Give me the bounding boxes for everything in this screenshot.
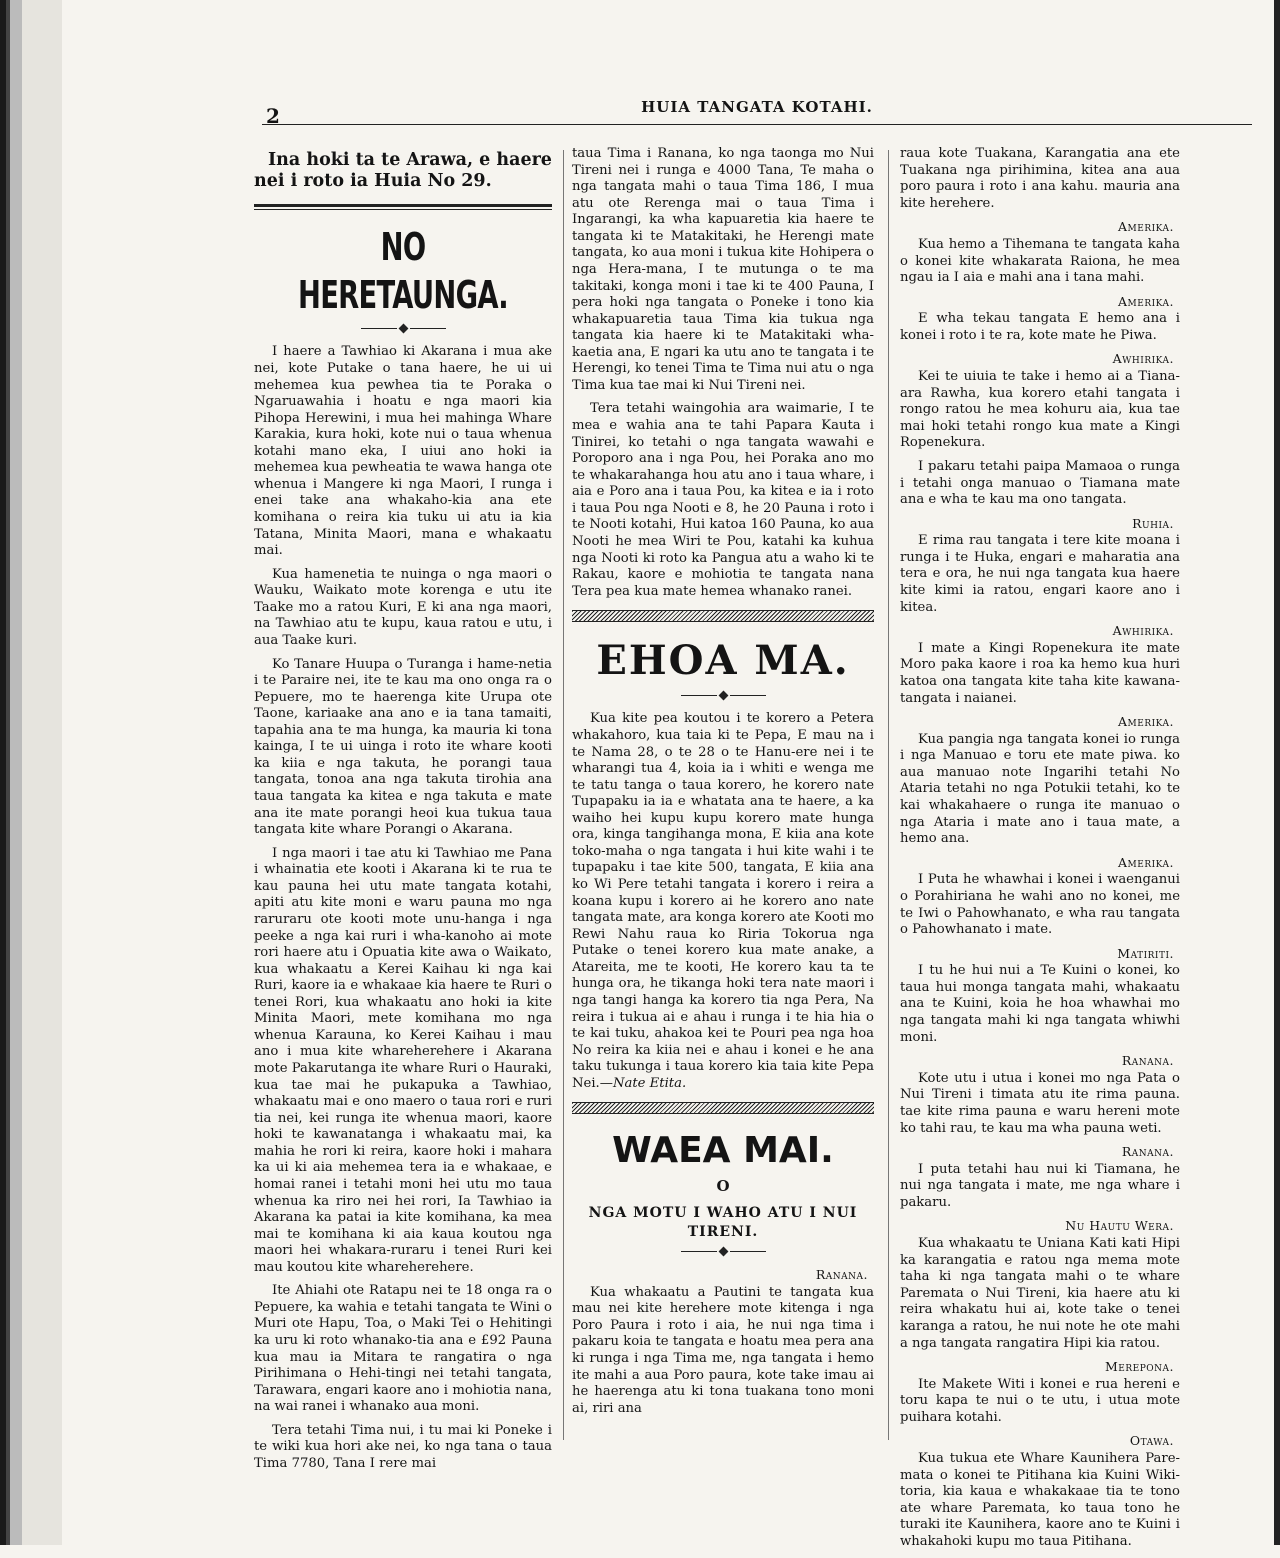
- dateline-place: Awhirika.: [1112, 623, 1174, 639]
- dateline-place: Awhirika.: [1112, 351, 1174, 367]
- dateline-place: Amerika.: [1118, 714, 1174, 730]
- heading-no-heretaunga: NO HERETAUNGA.: [298, 225, 508, 317]
- article-paragraph: Ite Ahiahi ote Ratapu nei te 18 onga ra o Pepuere, ka wahia e tetahi tangata te Wini o Muri ote Hapu, Toa, o Maki Tei o Hehitingi ka uru ki roto whanako-tia ana e £92 Pauna kua mau ia Mitara te rangatira o nga Pirihimana o Hehi-tingi nei tetahi tangata, Tarawara, engari kaore ano i mohiotia nana, na wai ranei i whanako aua moni.: [254, 1283, 552, 1415]
- article-paragraph: Ko Tanare Huupa o Turanga i hame-netia i te Paraire nei, ite te kau ma ono onga ra o Pepuere, mo te haerenga kite Urupa ote Taone, kariaake ana ano e ia tana tamaiti, tapahia ana te ma hunga, ka mauria ki tona kainga, I te ui uinga i roto ite whare kooti ka kiia e nga takuta, he porangi taua tangata, tonoa ana nga takuta tirohia ana taua tangata ka kitea e nga takuta e mate ana ite mate porangi heoi kua tukua taua tangata kite whare Porangi o Akarana.: [254, 656, 552, 838]
- ornament-rule: [572, 692, 874, 699]
- news-item: Kei te uiuia te take i hemo ai a Tiana-ara Rawha, kua korero etahi tangata i rongo ratou he mea kohuru aia, kua tae mai hoki tetahi rongo kua mate a Kingi Ropenekura.: [900, 369, 1180, 451]
- hatched-rule: [572, 1102, 874, 1114]
- circle-ornament: O: [716, 1177, 730, 1196]
- dateline-place: Nu Hautu Wera.: [1065, 1218, 1174, 1234]
- page-number: 2: [266, 104, 280, 128]
- ehoa-paragraph: Kua kite pea koutou i te korero a Petera whakahoro, kua taia ki te Pepa, E mau na i te Nama 28, o te 28 o te Hanu-ere nei i te wharangi tua 4, koia ia i whiti e wenga me te tatu tanga o taua korero, he korero nate Tupapaku ia ia e whatata ana te haere, a ka waiho hei kupu kupu korero mate hunga ora, kinga tangihanga mona, E kiia ana kote toko-maha o nga tangata i hui kite wahi i te tupapaku i tae kite 500, tangata, E kiia ana ko Wi Pere tetahi tangata i korero i reira a koana kupu i korero ai he korero ano nate tangata mate, ara konga korero ate Kooti mo Rewi Nahu raua ko Riria Tokorua nga Putake o tenei korero kua mate anake, a Atareita, me te kooti, He korero kau ta te hunga ora, he tikanga hoki tera nate maori i nga tangi hanga ka korero tia nga Pera, Na reira i tukua ai e ahau i runga i te hia hia o te kai tuku, ahakoa kei te Pouri pea nga hoa No reira ka kiia nei e ahau i konei e he ana taku tukunga i taua korero kia taia kite Pepa Nei.—Nate Etita.: [572, 711, 874, 1091]
- dateline-place: Ruhia.: [1132, 515, 1174, 531]
- article-paragraph: I nga maori i tae atu ki Tawhiao me Pana i whainatia ete kooti i Akarana ki te rua te kau pauna hei utu mate tangata kotahi, apiti atu kite moni e waru pauna mo nga raruraru ote kooti mote unu-hanga i nga peeke a nga kai ruri i wha-kanoho ai mote rori haere atu i Opuatia kite awa o Waikato, kua whakaatu a Kerei Kaihau ki nga kai Ruri, kaore ia e whakaae kia haere te Ruri o tenei Rori, kua whakaatu ano hoki ia kite Minita Maori, mete komihana mo nga whenua Karauna, ko Kerei Kaihau i mau ano i mua kite whareherehere i Akarana mote Pakarutanga ite whare Ruri o Hauraki, kua tae mai he pukapuka a Tawhiao, whakaatu mai e ono maero o taua rori e ruri tia nei, kei runga ite whenua maori, kaore hoki te kawanatanga i whakaatu mai, ka mahia he rori ki reira, kaore hoki i mahara ka ui ki aia mehemea tera ia e whakaae, e homai ranei i tetahi moni hei utu mo taua whenua ka riro nei hei rori, Ia Tawhiao ia Akarana ka patai ia kite komihana, ka mea mai te komihana ki aia kaua koutou nga maori hei whakara-ruraru i tenei Ruri kei mau koutou kite whareherehere.: [254, 845, 552, 1275]
- ornament-rule: [254, 325, 552, 332]
- column-1: [254, 146, 552, 1480]
- article-paragraph: Kua hamenetia te nuinga o nga maori o Wauku, Waikato mote korenga e utu ite Taake mo a ratou Kuri, E ki ana nga maori, na Tawhiao atu te kupu, kaua ratou e utu, i aua Taake kuri.: [254, 566, 552, 648]
- double-rule: [254, 204, 552, 210]
- dateline-place: Amerika.: [1118, 219, 1174, 235]
- column-2: [572, 146, 874, 1424]
- ehoa-text: Kua kite pea koutou i te korero a Petera whakahoro, kua taia ki te Pepa, E mau na i te Nama 28, o te 28 o te Hanu-ere nei i te wharangi tua 4, koia ia i whiti e wenga me te tatu tanga o taua korero, he korero nate Tupapaku ia ia e whatata ana te haere, a ka waiho hei kupu kupu korero mate hunga ora, kinga tangihanga mona, E kiia ana kote toko-maha o nga tangata i hui kite wahi i te tupapaku i tae kite 500, tangata, E kiia ana ko Wi Pere tetahi tangata i korero i reira a koana kupu i korero ai he korero ano nate tangata mate, ara konga korero ate Kooti mo Rewi Nahu raua ko Riria Tokorua nga Putake o tenei korero kua mate anake, a Atareita, me te kooti, He korero kau ta te hunga ora, he tikanga hoki tera nate maori i nga tangi hanga ka korero tia nga Pera, Na reira i tukua ai e ahau i runga i te hia hia o te kai tuku, ahakoa kei te Pouri pea nga hoa No reira ka kiia nei e ahau i konei e he ana taku tukunga i taua korero kia taia kite Pepa Nei.: [572, 711, 874, 1091]
- dateline-place: Ranana.: [815, 1267, 868, 1283]
- dateline-place: Ranana.: [1121, 1144, 1174, 1160]
- column-rule: [888, 150, 889, 1440]
- article-paragraph: raua kote Tuakana, Karangatia ana ete Tuakana nga pirihimina, kitea ana aua poro paura i roto i ana kahu. mauria ana kite herehere.: [900, 146, 1180, 211]
- heading-waea-mai: WAEA MAI.: [612, 1130, 834, 1172]
- lead-notice: Ina hoki ta te Arawa, e haere nei i roto ia Huia No 29.: [254, 150, 552, 191]
- news-item: I pakaru tetahi paipa Mamaoa o runga i tetahi onga manuao o Tiamana mate ana e wha te kau ma ono tangata.: [900, 458, 1180, 508]
- column-rule: [563, 150, 564, 1440]
- dateline-place: Merepona.: [1105, 1359, 1174, 1375]
- article-paragraph: I haere a Tawhiao ki Akarana i mua ake nei, kote Putake o tana haere, he ui ui mehemea kua pewhea tia te Poraka o Ngaruawahia i hoatu e nga maori kia Pihopa Herewini, i mua hei mahinga Whare Karakia, kura hoki, kote nui o taua whenua kotahi mano eka, I uiui ano hoki ia mehemea kua pewheatia te wawa hanga ote whenua i Mangere ki nga Maori, I runga i enei take ana whakaho-kia ana ete komihana o reira kia tuku ui atu ia kia Tatana, Minita Maori, mana e whakaatu mai.: [254, 344, 552, 559]
- news-item: Kua pangia nga tangata konei io runga i nga Manuao e toru ete mate piwa. ko aua manuao note Ingarihi tetahi No Ataria tetahi no nga Potukii tetahi, ko te kai whakahaere o runga ite manuao o nga Ataria i mate ano i taua mate, a hemo ana.: [900, 731, 1180, 847]
- dateline-place: Amerika.: [1118, 293, 1174, 309]
- subheading-overseas: NGA MOTU I WAHO ATU I NUI TIRENI.: [588, 1205, 858, 1241]
- dateline-place: Matiriti.: [1117, 945, 1174, 961]
- dateline-place: Otawa.: [1129, 1433, 1174, 1449]
- article-paragraph: Kua whakaatu a Pautini te tangata kua mau nei kite herehere mote kitenga i nga Poro Paura i roto i aia, he nui nga tima i pakaru koia te tangata e hoatu mea pera ana ki runga i nga Tima me, nga tangata i hemo ite mahi a aua Poro paura, kote take imau ai he haerenga atu ki tona tuakana tono moni ai, riri ana: [572, 1284, 874, 1416]
- dateline-place: Ranana.: [1121, 1053, 1174, 1069]
- page-header: [262, 98, 1252, 128]
- header-rule: [262, 124, 1252, 125]
- heading-ehoa-ma: EHOA MA.: [596, 637, 850, 685]
- news-item: Ite Makete Witi i konei e rua hereni e toru kapa te nui o te utu, i utua mote puihara kotahi.: [900, 1376, 1180, 1425]
- scan-right-edge: [1274, 0, 1280, 1545]
- article-paragraph: taua Tima i Ranana, ko nga taonga mo Nui Tireni nei i runga e 4000 Tana, Te maha o nga tangata mahi o taua Tima 186, I mua atu ote Rerenga mai o taua Tima i Ingarangi, ka wha kapuaretia kia haere te tangata ki te Matakitaki, he Herengi mate tangata, ko aua moni i tukua kite Hohipera o nga Hera-mana, I te mutunga o te ma takitaki, konga moni i tae ki te 400 Pauna, I pera hoki nga tangata o Poneke i tono kia whakapuaretia taua Tima kia tukua nga tangata kia haere ki te Matakitaki wha-kaetia ana, E ngari ka utu ano te tangata i te Herengi, ko tenei Tima te Tima nui atu o nga Tima kua tae mai ki Nui Tireni nei.: [572, 146, 874, 393]
- news-item: I puta tetahi hau nui ki Tiamana, he nui nga tangata i mate, me nga whare i pakaru.: [900, 1161, 1180, 1210]
- news-item: E wha tekau tangata E hemo ana i konei i roto i te ra, kote mate he Piwa.: [900, 311, 1180, 343]
- ornament-rule: [572, 1248, 874, 1255]
- news-item: Kua whakaatu te Uniana Kati kati Hipi ka karangatia e ratou nga mema mote taha ki nga tangata mahi o te whare Paremata o Nui Tireni, kia haere atu ki reira whakatu hui ai, kote take o tenei karanga a ratou, he nui note he ote mahi a nga tangata rangatira Hipi kia ratou.: [900, 1236, 1180, 1351]
- article-paragraph: Tera tetahi Tima nui, i tu mai ki Poneke i te wiki kua hori ake nei, ko nga tana o taua Tima 7780, Tana I rere mai: [254, 1422, 552, 1471]
- news-item: E rima rau tangata i tere kite moana i runga i te Huka, engari e maharatia ana tera e ora, he nui nga tangata kua haere kite kimi ia ratou, engari kaore ano i kitea.: [900, 533, 1180, 615]
- scan-binding-edge: [0, 0, 62, 1545]
- dateline-place: Amerika.: [1118, 854, 1174, 870]
- editor-signature: Nate Etita.: [612, 1075, 687, 1091]
- running-title: HUIA TANGATA KOTAHI.: [641, 98, 873, 116]
- news-item: Kote utu i utua i konei mo nga Pata o Nui Tireni i timata atu ite rima pauna. tae kite rima pauna e waru hereni mote ko tahi rau, te kau ma wha pauna weti.: [900, 1070, 1180, 1136]
- news-item: I mate a Kingi Ropenekura ite mate Moro paka kaore i roa ka hemo kua huri katoa ona tangata kite taha kite kawana-tangata i naianei.: [900, 640, 1180, 706]
- news-item: Kua tukua ete Whare Kaunihera Pare-mata o konei te Pitihana kia Kuini Wiki-toria, kia kaua e whakakaae tia te tono ate whare Paremata, ko taua tono he turaki ite Kaunihera, kaore ano te Kuini i whakahoki kupu mo taua Pitihana.: [900, 1451, 1180, 1549]
- hatched-rule: [572, 610, 874, 622]
- news-item: Kua hemo a Tihemana te tangata kaha o konei kite whakarata Raiona, he mea ngau ia I aia e mahi ana i tana mahi.: [900, 236, 1180, 286]
- article-paragraph: Tera tetahi waingohia ara waimarie, I te mea e wahia ana te tahi Papara Kauta i Tinirei, ko tetahi o nga tangata wawahi e Poroporo ana i nga Pou, hei Poraka ano mo te whakarahanga hou atu ano i taua whare, i aia e Poro ana i taua Pou, ka kitea e ia i roto i taua Pou nga Nooti e 8, he 20 Pauna i roto i te Nooti kotahi, Hui katoa 160 Pauna, ko aua Nooti he mea Wiri te Pou, katahi ka kuhua nga Nooti ki roto ka Pangua atu a waho ki te Rakau, kaore e mohiotia te tangata nana Tera pea kua mate hemea whanako ranei.: [572, 401, 874, 599]
- news-item: I tu he hui nui a Te Kuini o konei, ko taua hui monga tangata mahi, whakaatu ana te Kuini, koia he hoa whawhai mo nga tangata mahi ki nga tangata whiwhi moni.: [900, 963, 1180, 1045]
- news-item: I Puta he whawhai i konei i waenganui o Porahiriana he wahi ano no konei, me te Iwi o Pahowhanato, e wha rau tangata o Pahowhanato i mate.: [900, 872, 1180, 938]
- column-3: [900, 146, 1180, 1558]
